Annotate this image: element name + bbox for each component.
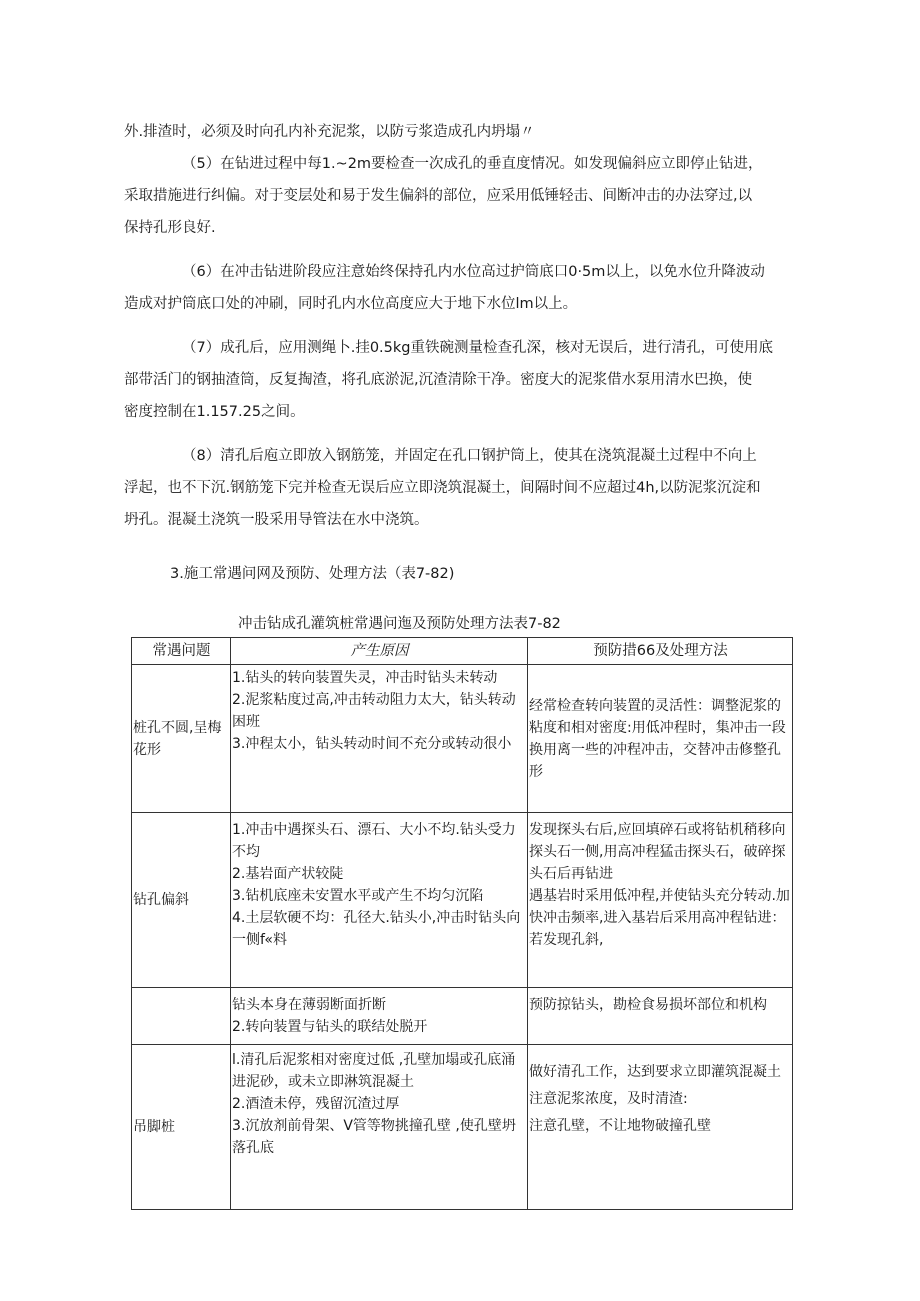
method-cell <box>528 813 793 988</box>
paragraph-5 <box>124 148 804 244</box>
cause-item: 2.酒渣未停，残留沉渣过厚 <box>232 1096 400 1112</box>
paragraph-line: 造成对护筒底口处的冲刷，同时孔内水位高度应大于地下水位lm以上。 <box>124 296 578 312</box>
problem-cell <box>132 988 231 1045</box>
method-cell <box>528 665 793 813</box>
method-item: 注意泥浆浓度，及时清渣: <box>529 1091 688 1107</box>
cause-item: 3.冲程太小，钻头转动时间不充分或转动很小 <box>232 736 512 752</box>
header-cause: 产生原因 <box>231 638 528 665</box>
problem-cell: 桩孔不圆,呈梅花形 <box>132 665 231 813</box>
method-item: 做好清孔工作，达到要求立即灌筑混凝土 <box>529 1064 781 1080</box>
table-caption: 冲击钻成孔灌筑桩常遇问迤及预防处理方法表7-82 <box>238 616 561 632</box>
method-item: 发现探头右后,应回填碎石或将钻机稍移向探头石一侧,用高冲程猛击探头石，破碎探头石后再钻进 <box>529 822 786 882</box>
paragraph-line: 采取措施进行纠偏。对于变层处和易于发生偏斜的部位，应采用低锤轻击、间断冲击的办法穿过,以 <box>124 188 753 204</box>
cause-item: l.清孔后泥浆相对密度过低 ,孔壁加塌或孔底涌进泥砂，或未立即淋筑混凝土 <box>232 1052 516 1090</box>
paragraph-6 <box>124 256 804 320</box>
paragraph-8 <box>124 440 804 536</box>
paragraph-1 <box>124 116 804 148</box>
method-item: 注意孔壁，不让地物破撞孔壁 <box>529 1118 711 1134</box>
cause-item: 钻头本身在薄弱断面折断 <box>232 997 386 1013</box>
header-method: 预防措66及处理方法 <box>528 638 793 665</box>
paragraph-line: 部带活门的钢抽渣筒，反复掏渣，将孔底淤泥,沉渣清除干净。密度大的泥浆借水泵用清水巴换，使 <box>124 372 753 388</box>
cause-item: 3.钻机底座未安置水平或产生不均匀沉陷 <box>232 888 484 904</box>
cause-item: 2.基岩面产状较陡 <box>232 866 344 882</box>
cause-item: 3.沉放剂前骨架、V管等物挑撞孔壁 ,使孔壁坍落孔底 <box>232 1118 516 1156</box>
cause-cell <box>231 665 528 813</box>
cause-item: 4.土层软硬不均：孔径大.钻头小,冲击时钻头向一侧f«料 <box>232 910 521 948</box>
paragraph-line: 密度控制在1.157.25之间。 <box>124 404 305 420</box>
table-row <box>132 1045 793 1210</box>
method-item: 遇基岩时采用低冲程,并使钻头充分转动.加快冲击频率,进入基岩后采用高冲程钻进：若发现孔斜, <box>529 888 790 948</box>
method-cell <box>528 988 793 1045</box>
paragraph-line: 坍孔。混凝土浇筑一股采用导管法在水中浇筑。 <box>124 512 429 528</box>
cause-cell <box>231 988 528 1045</box>
paragraph-line: 外.排渣时，必须及时向孔内补充泥浆，以防亏浆造成孔内坍塌〃 <box>124 124 535 140</box>
problem-cell: 吊脚桩 <box>132 1045 231 1210</box>
paragraph-line: （8）清孔后庖立即放入钢筋笼，并固定在孔口钢护筒上，使其在浇筑混凝土过程中不向上 <box>182 448 757 464</box>
cause-item: 2.泥浆粘度过高,冲击转动阻力太大，钻头转动困班 <box>232 692 516 730</box>
problem-cell: 钻孔偏斜 <box>132 813 231 988</box>
cause-item: 1.钻头的转向装置失灵，冲击时钻头未转动 <box>232 670 498 686</box>
table-header-row <box>132 638 793 665</box>
header-problem: 常遇问题 <box>132 638 231 665</box>
method-cell <box>528 1045 793 1210</box>
paragraph-line: 保持孔形良好. <box>124 220 216 236</box>
cause-cell <box>231 813 528 988</box>
table-row <box>132 665 793 813</box>
cause-item: 1.冲击中遇探头石、漂石、大小不均.钻头受力不均 <box>232 822 516 860</box>
paragraph-line: （6）在冲击钻进阶段应注意始终保持孔内水位高过护筒底口0·5m以上，以免水位升降波动 <box>182 264 765 280</box>
method-item: 预防掠钻头，勘检食易损坏部位和机构 <box>529 997 767 1013</box>
section-heading: 3.施工常遇问网及预防、处理方法（表7-82) <box>170 566 455 582</box>
cause-cell <box>231 1045 528 1210</box>
paragraph-7 <box>124 332 804 428</box>
paragraph-line: 浮起，也不下沉.钢筋笼下完并检查无误后应立即浇筑混凝土，间隔时间不应超过4h,以防泥浆沉淀和 <box>124 480 761 496</box>
cause-item: 2.转向装置与钻头的联结处脱开 <box>232 1019 428 1035</box>
paragraph-line: （7）成孔后，应用测绳卜.挂0.5kg重铁碗测量检查孔深，核对无误后，进行清孔，可使用底 <box>182 340 773 356</box>
table-row <box>132 988 793 1045</box>
table-row <box>132 813 793 988</box>
method-item: 经常检查转向装置的灵活性：调整泥浆的粘度和相对密度:用低冲程时，集冲击一段换用离一些的冲程冲击，交替冲击修整孔形 <box>529 697 786 780</box>
issues-table <box>131 637 793 1210</box>
paragraph-line: （5）在钻进过程中每1.~2m要检查一次成孔的垂直度情况。如发现偏斜应立即停止钻进， <box>182 156 763 172</box>
